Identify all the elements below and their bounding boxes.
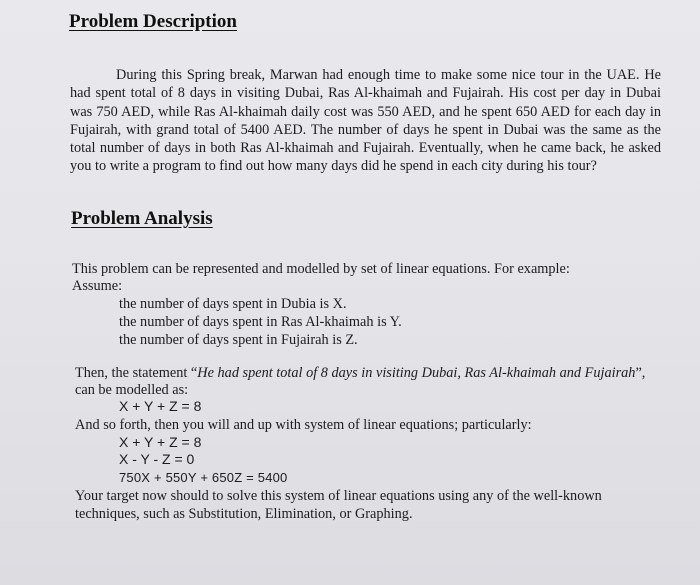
equation-single: X + Y + Z = 8 [119,398,202,414]
statement-suffix: ”, [635,365,646,381]
problem-description-paragraph [70,66,661,176]
description-text: During this Spring break, Marwan had enough time to make some nice tour in the UAE. He had spent total of 8 days in visiting Dubai, Ras Al-khaimah and Fujairah. His cost per day in Dubai was 750 AED, while Ras Al-khaimah daily cost was 550 AED, and he spent 650 AED for each day in Fujairah, with grand total of 5400 AED. The number of days he spent in Dubai was the same as the total number of days in both Ras Al-khaimah and Fujairah. Eventually, when he came back, he asked you to write a program to find out how many days did he spend in each city during his tour? [70,67,661,175]
statement-quote: He had spent total of 8 days in visiting Dubai, Ras Al-khaimah and Fujairah [197,365,636,381]
assumption-z: the number of days spent in Fujairah is Z. [119,332,358,348]
modelled-as-text: can be modelled as: [75,382,189,398]
assumption-x: the number of days spent in Dubia is X. [119,296,347,312]
assume-label: Assume: [72,278,123,294]
analysis-intro: This problem can be represented and modelled by set of linear equations. For example: [72,261,570,277]
assumption-y: the number of days spent in Ras Al-khaimah is Y. [119,314,402,330]
problem-description-heading: Problem Description [69,11,237,32]
statement-line [75,364,645,382]
system-equation-2: X - Y - Z = 0 [119,451,195,467]
and-so-forth-text: And so forth, then you will and up with system of linear equations; particularly: [75,417,532,433]
target-text-line1: Your target now should to solve this system of linear equations using any of the well-known [75,488,602,504]
problem-analysis-heading: Problem Analysis [71,208,213,229]
system-equation-1: X + Y + Z = 8 [119,434,202,450]
target-text-line2: techniques, such as Substitution, Elimination, or Graphing. [75,506,413,522]
statement-prefix: Then, the statement “ [75,365,198,381]
system-equation-3: 750X + 550Y + 650Z = 5400 [119,470,288,485]
